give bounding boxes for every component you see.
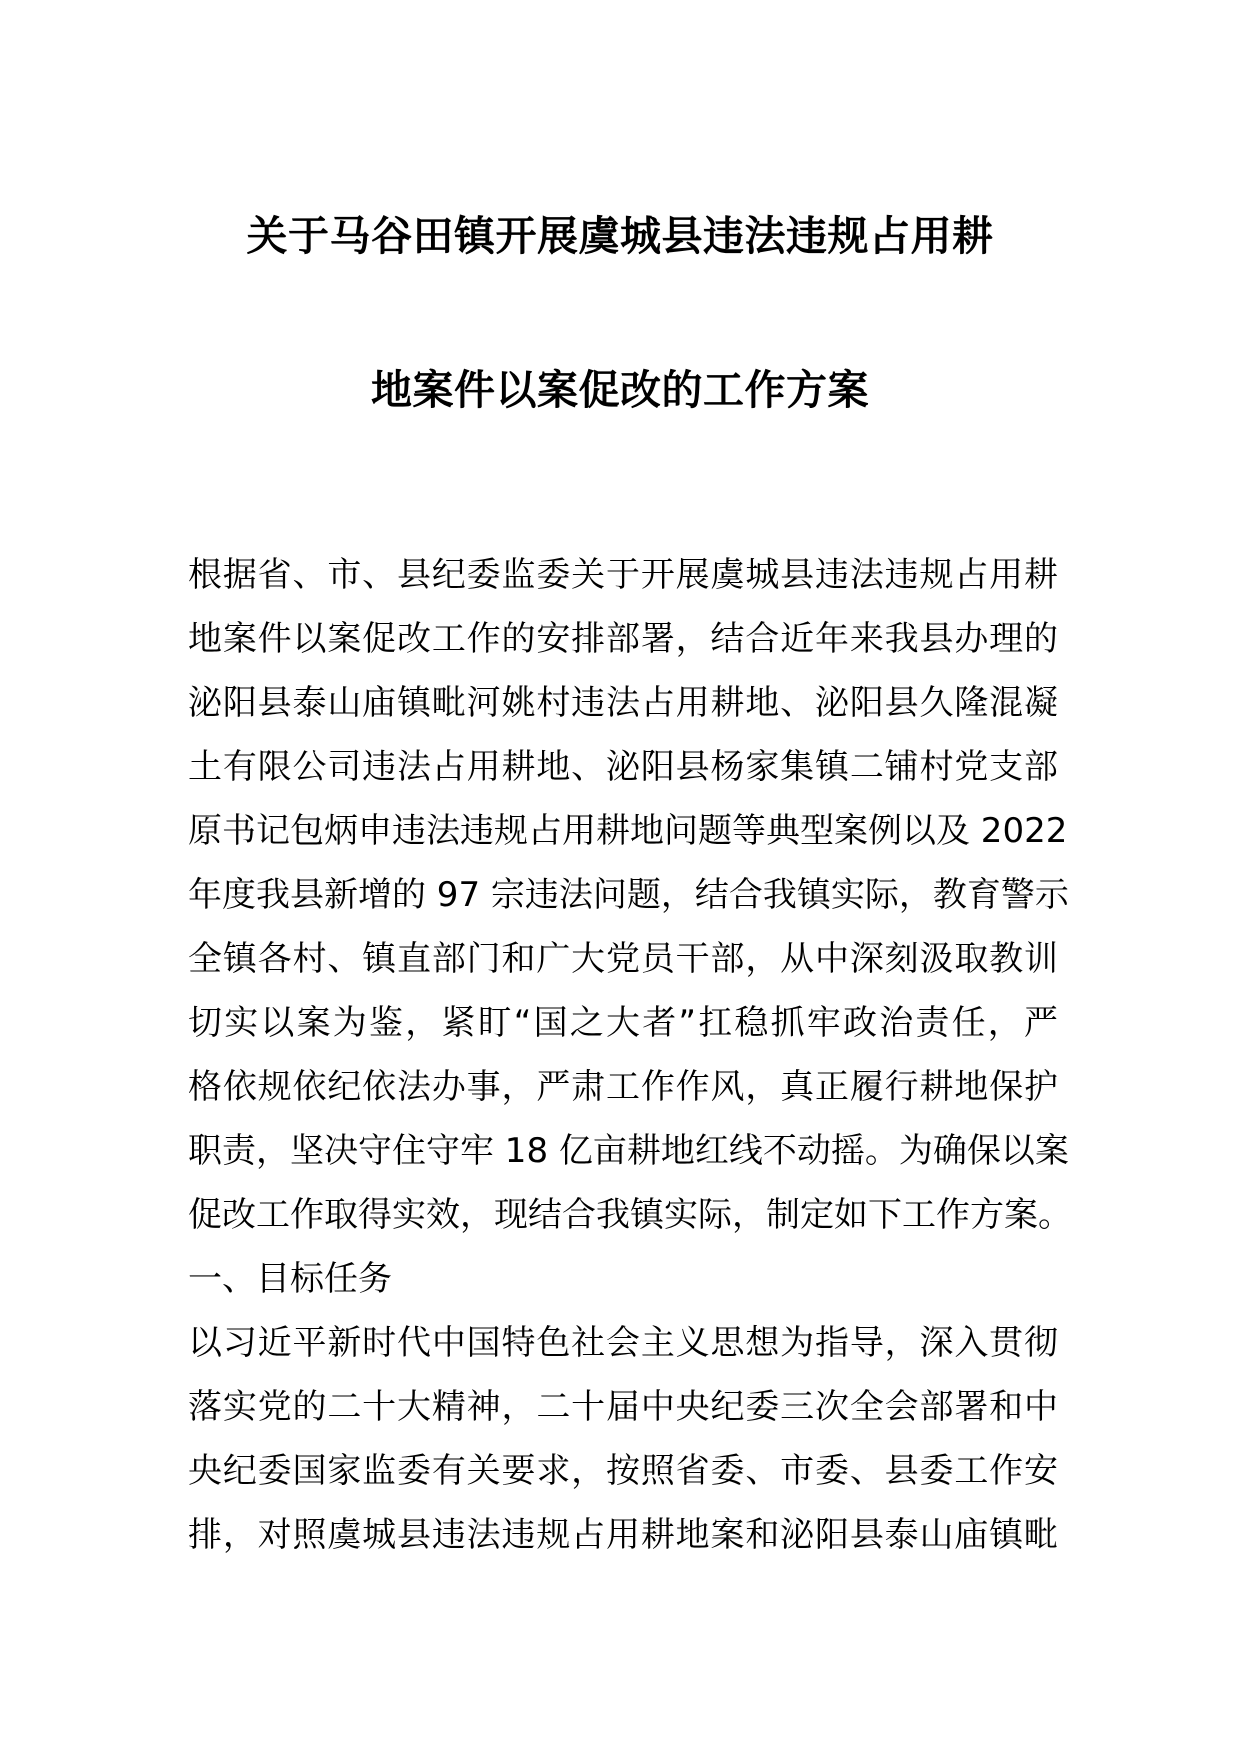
body-line: 央纪委国家监委有关要求，按照省委、市委、县委工作安 (188, 1451, 1058, 1491)
body-line-paragraph-end: 促改工作取得实效，现结合我镇实际，制定如下工作方案。 (188, 1195, 1072, 1235)
body-line: 年度我县新增的 97 宗违法问题，结合我镇实际，教育警示 (188, 875, 1069, 915)
body-line: 落实党的二十大精神，二十届中央纪委三次全会部署和中 (188, 1387, 1058, 1427)
body-line: 排，对照虞城县违法违规占用耕地案和泌阳县泰山庙镇毗 (188, 1515, 1058, 1555)
document-title-line-1: 关于马谷田镇开展虞城县违法违规占用耕 (246, 212, 994, 260)
body-line: 根据省、市、县纪委监委关于开展虞城县违法违规占用耕 (188, 555, 1058, 595)
document-title-line-2: 地案件以案促改的工作方案 (371, 366, 869, 414)
body-line: 泌阳县泰山庙镇毗河姚村违法占用耕地、泌阳县久隆混凝 (188, 683, 1058, 723)
body-line: 土有限公司违法占用耕地、泌阳县杨家集镇二铺村党支部 (188, 747, 1058, 787)
body-line: 地案件以案促改工作的安排部署，结合近年来我县办理的 (188, 619, 1058, 659)
body-line: 职责，坚决守住守牢 18 亿亩耕地红线不动摇。为确保以案 (188, 1131, 1069, 1171)
section-heading: 一、目标任务 (188, 1259, 392, 1299)
body-line: 原书记包炳申违法违规占用耕地问题等典型案例以及 2022 (188, 811, 1068, 851)
body-line: 全镇各村、镇直部门和广大党员干部，从中深刻汲取教训 (188, 939, 1058, 979)
body-line: 格依规依纪依法办事，严肃工作作风，真正履行耕地保护 (188, 1067, 1058, 1107)
document-body (188, 543, 1072, 1567)
body-line: 切实以案为鉴，紧盯“国之大者”扛稳抓牢政治责任，严 (188, 1003, 1058, 1043)
body-line: 以习近平新时代中国特色社会主义思想为指导，深入贯彻 (188, 1323, 1058, 1363)
